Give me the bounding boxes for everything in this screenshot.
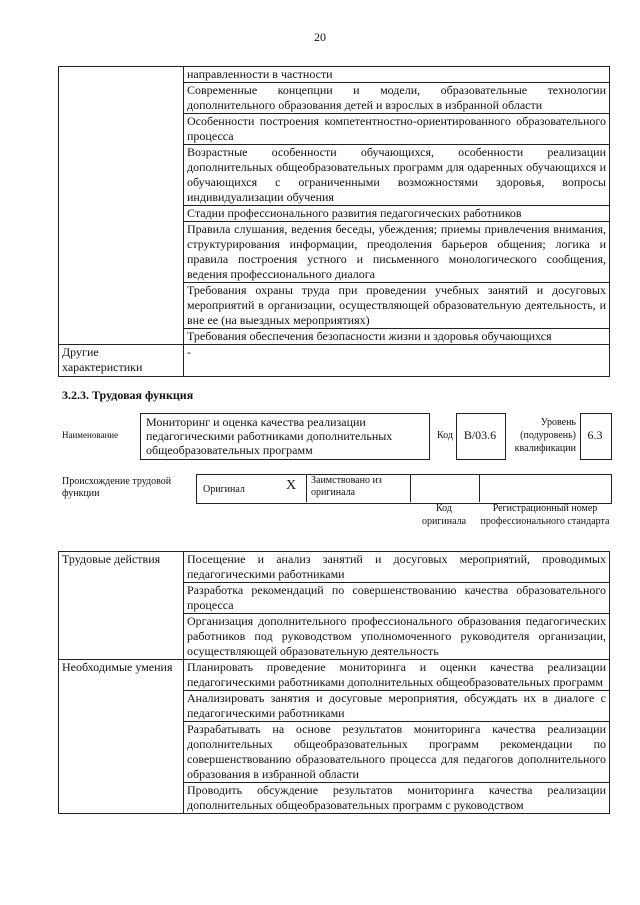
origin-divider (479, 474, 480, 502)
page-number: 20 (314, 30, 326, 44)
level-value: 6.3 (587, 428, 603, 442)
name-label: Наименование (62, 430, 119, 440)
table-cell: Современные концепции и модели, образовательные технологии дополнительного образования детей и взрослых в избранной области (184, 83, 610, 114)
table-row (59, 345, 610, 377)
original-mark: X (286, 478, 297, 493)
table-cell: Стадии профессионального развития педагогических работников (184, 206, 610, 222)
name-value: Мониторинг и оценка качества реализации педагогическими работниками дополнительных общеобразовательных программ (146, 415, 393, 457)
level-label: Уровень (подуровень) квалификации (514, 417, 576, 454)
table-cell: Планировать проведение мониторинга и оценки качества реализации педагогическими работниками дополнительных общеобразовательных программ (184, 660, 610, 691)
table-label-cell (59, 67, 184, 345)
table-cell: Особенности построения компетентностно-ориентированного образовательного процесса (184, 114, 610, 145)
table-row (59, 552, 610, 583)
knowledge-table (58, 66, 610, 377)
table-cell: Требования обеспечения безопасности жизни и здоровья обучающихся (184, 329, 610, 345)
table-row (59, 660, 610, 691)
section-heading: 3.2.3. Трудовая функция (62, 388, 194, 402)
table-cell: Проводить обсуждение результатов мониторинга качества реализации дополнительных общеобразовательных программ с руководством (184, 783, 610, 814)
table-label-cell: Необходимые умения (59, 660, 184, 814)
table-row (59, 67, 610, 83)
borrowed-label: Заимствовано из оригинала (311, 475, 382, 498)
table-cell: Анализировать занятия и досуговые мероприятия, обсуждать их в диалоге с педагогическими работниками (184, 691, 610, 722)
function-table (58, 551, 610, 814)
origin-divider (306, 474, 307, 502)
table-label-cell: Трудовые действия (59, 552, 184, 660)
table-cell: направленности в частности (184, 67, 610, 83)
origin-label: Происхождение трудовой функции (62, 476, 172, 499)
table-cell: Разрабатывать на основе результатов мониторинга качества реализации дополнительных общеобразовательных программ рекомендации по совершенствованию образовательного процесса для педагогов дополнительного образования в избранной области (184, 722, 610, 783)
table-cell: - (184, 345, 610, 377)
table-cell: Правила слушания, ведения беседы, убеждения; приемы привлечения внимания, структурирования информации, преодоления барьеров общения; логика и правила построения устного и письменного монологического сообщения, ведения профессионального диалога (184, 222, 610, 283)
code-original-caption: Код оригинала (421, 503, 467, 527)
reg-number-caption: Регистрационный номер профессионального стандарта (480, 503, 610, 527)
table-cell: Требования охраны труда при проведении учебных занятий и досуговых мероприятий в организации, осуществляющей образовательную деятельность, и вне ее (на выездных мероприятиях) (184, 283, 610, 329)
code-value: В/03.6 (463, 428, 497, 442)
code-label: Код (437, 430, 453, 441)
table-cell: Посещение и анализ занятий и досуговых мероприятий, проводимых педагогическими работниками (184, 552, 610, 583)
original-label: Оригинал (203, 484, 245, 495)
table-cell: Возрастные особенности обучающихся, особенности реализации дополнительных общеобразовательных программ для одаренных обучающихся и обучающихся с ограниченными возможностями здоровья, вопросы индивидуализации обучения (184, 145, 610, 206)
table-label-cell: Другие характеристики (59, 345, 184, 377)
origin-divider (410, 474, 411, 502)
table-cell: Организация дополнительного профессионального образования педагогических работников под руководством уполномоченного руководителя организации, осуществляющей образовательную деятельность (184, 614, 610, 660)
table-cell: Разработка рекомендаций по совершенствованию качества образовательного процесса (184, 583, 610, 614)
